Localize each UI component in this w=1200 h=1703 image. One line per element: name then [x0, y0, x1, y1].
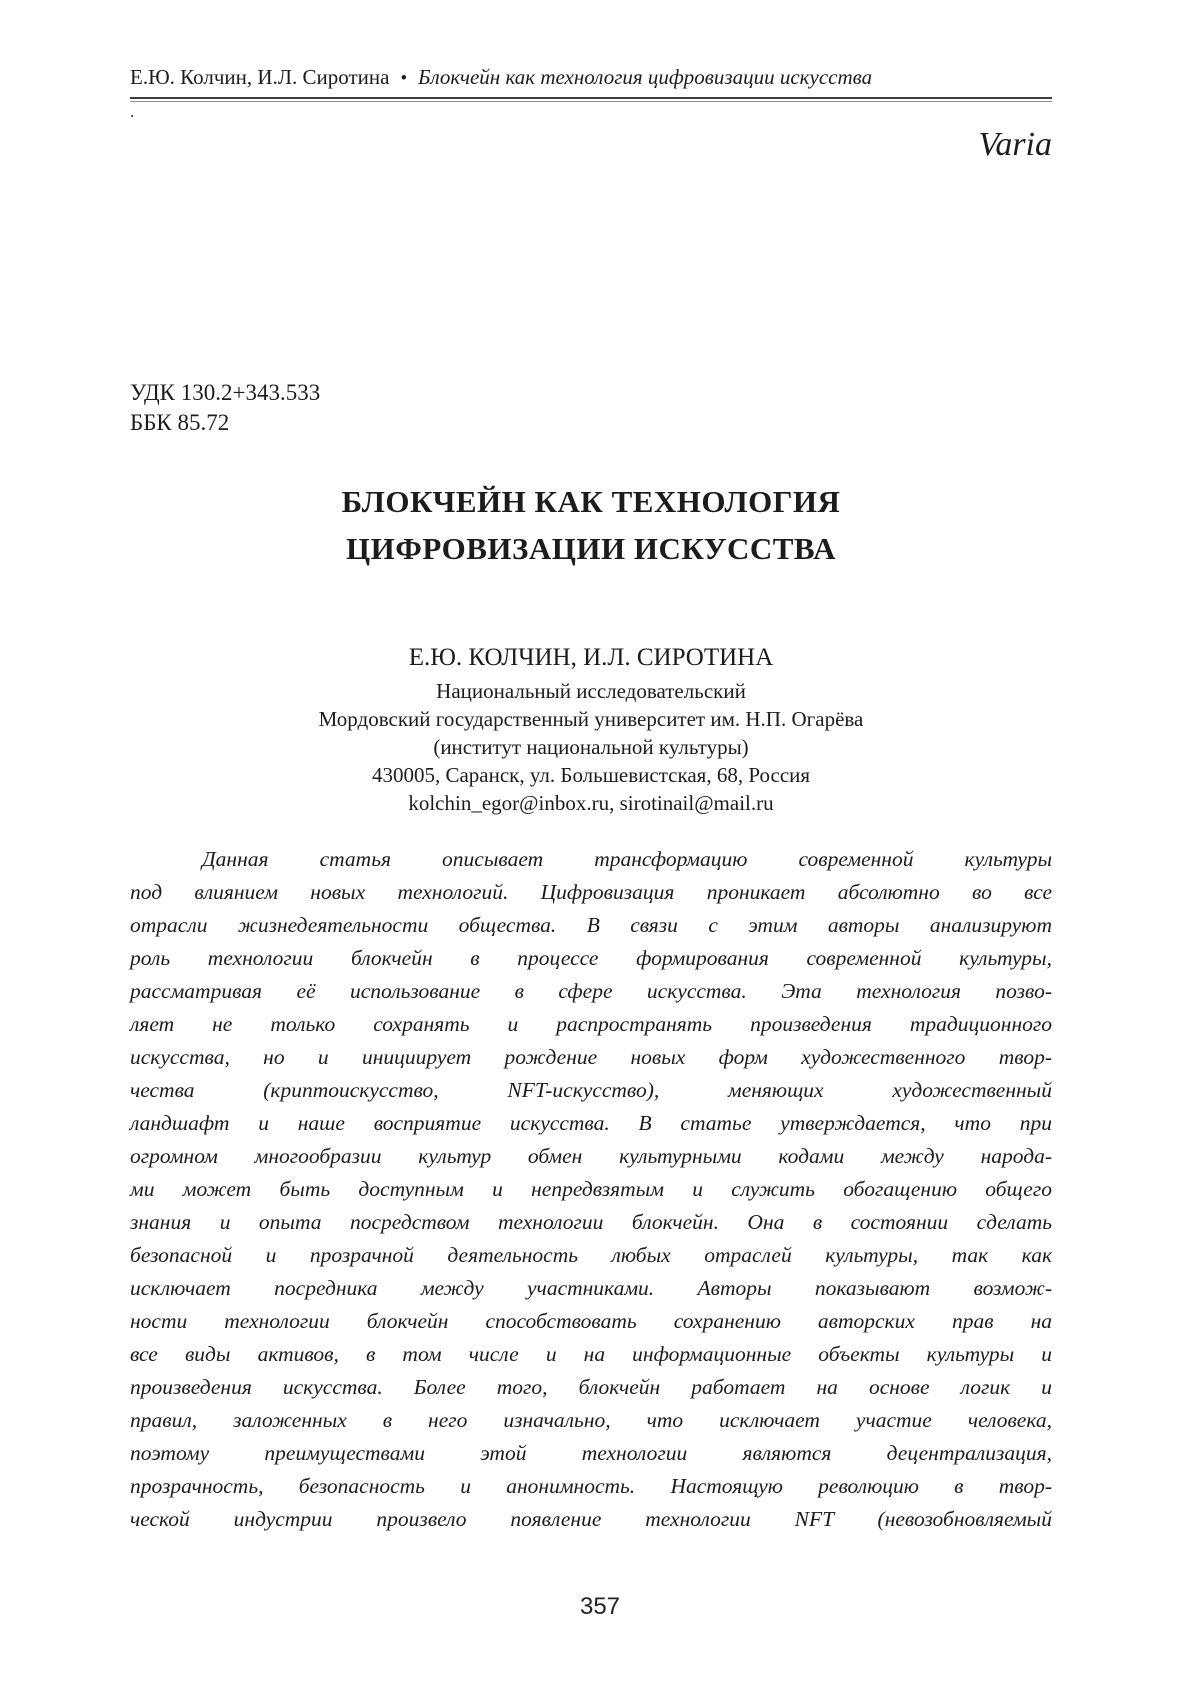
affiliation-line: Мордовский государственный университет им. Н.П. Огарёва: [318, 707, 864, 731]
affiliation-emails: kolchin_egor@inbox.ru, sirotinail@mail.ru: [408, 791, 774, 815]
bbk-code: ББК 85.72: [130, 410, 230, 435]
running-head-authors: Е.Ю. Колчин, И.Л. Сиротина: [130, 65, 390, 89]
abstract-line: искусства, но и инициирует рождение новых форм художественного твор-: [130, 1045, 1052, 1069]
abstract-line: произведения искусства. Более того, блокчейн работает на основе логик и: [130, 1375, 1052, 1399]
affiliation-address: 430005, Саранск, ул. Большевистская, 68, Россия: [371, 763, 811, 787]
abstract-line: рассматривая её использование в сфере искусства. Эта технология позво-: [130, 979, 1052, 1003]
abstract-line: роль технологии блокчейн в процессе формирования современной культуры,: [130, 946, 1052, 970]
abstract-line: безопасной и прозрачной деятельность любых отраслей культуры, так как: [130, 1243, 1052, 1267]
classification-codes: [130, 378, 1052, 438]
article-title-line-2: ЦИФРОВИЗАЦИИ ИСКУССТВА: [345, 531, 837, 566]
abstract-line: ляет не только сохранять и распространять произведения традиционного: [130, 1012, 1052, 1036]
abstract-line: поэтому преимуществами этой технологии являются децентрализация,: [130, 1441, 1052, 1465]
abstract-line: ландшафт и наше восприятие искусства. В статье утверждается, что при: [130, 1111, 1052, 1135]
stray-mark: .: [130, 102, 135, 121]
udk-code: УДК 130.2+343.533: [130, 380, 321, 405]
affiliation-block: [130, 677, 1052, 817]
section-label: Varia: [978, 126, 1052, 163]
abstract-line: знания и опыта посредством технологии блокчейн. Она в состоянии сделать: [130, 1210, 1052, 1234]
abstract: [130, 843, 1052, 1536]
abstract-line: ности технологии блокчейн способствовать сохранению авторских прав на: [130, 1309, 1052, 1333]
article-title: [130, 478, 1052, 572]
abstract-line: исключает посредника между участниками. Авторы показывают возмож-: [130, 1276, 1052, 1300]
abstract-line: все виды активов, в том числе и на информационные объекты культуры и: [130, 1342, 1052, 1366]
abstract-line: чества (криптоискусство, NFT-искусство), меняющих художественный: [130, 1078, 1052, 1102]
affiliation-line: Национальный исследовательский: [436, 679, 746, 703]
abstract-line: Данная статья описывает трансформацию современной культуры: [202, 847, 1052, 871]
running-head-article-title: Блокчейн как технология цифровизации искусства: [418, 65, 873, 89]
authors-line: Е.Ю. КОЛЧИН, И.Л. СИРОТИНА: [408, 644, 774, 671]
affiliation-line: (институт национальной культуры): [433, 735, 749, 759]
article-title-line-1: БЛОКЧЕЙН КАК ТЕХНОЛОГИЯ: [341, 484, 841, 519]
abstract-line: под влиянием новых технологий. Цифровизация проникает абсолютно во все: [130, 880, 1052, 904]
abstract-line: ческой индустрии произвело появление технологии NFT (невозобновляемый: [130, 1507, 1052, 1531]
header-rule: [130, 97, 1052, 102]
abstract-line: правил, заложенных в него изначально, что исключает участие человека,: [130, 1408, 1052, 1432]
abstract-line: ми может быть доступным и непредвзятым и служить обогащению общего: [130, 1177, 1052, 1201]
running-head: [130, 0, 1052, 92]
abstract-line: огромном многообразии культур обмен культурными кодами между народа-: [130, 1144, 1052, 1168]
running-head-separator: •: [400, 68, 408, 89]
page-number: 357: [579, 1593, 621, 1620]
abstract-line: отрасли жизнедеятельности общества. В связи с этим авторы анализируют: [130, 913, 1052, 937]
abstract-line: прозрачность, безопасность и анонимность. Настоящую революцию в твор-: [130, 1474, 1052, 1498]
